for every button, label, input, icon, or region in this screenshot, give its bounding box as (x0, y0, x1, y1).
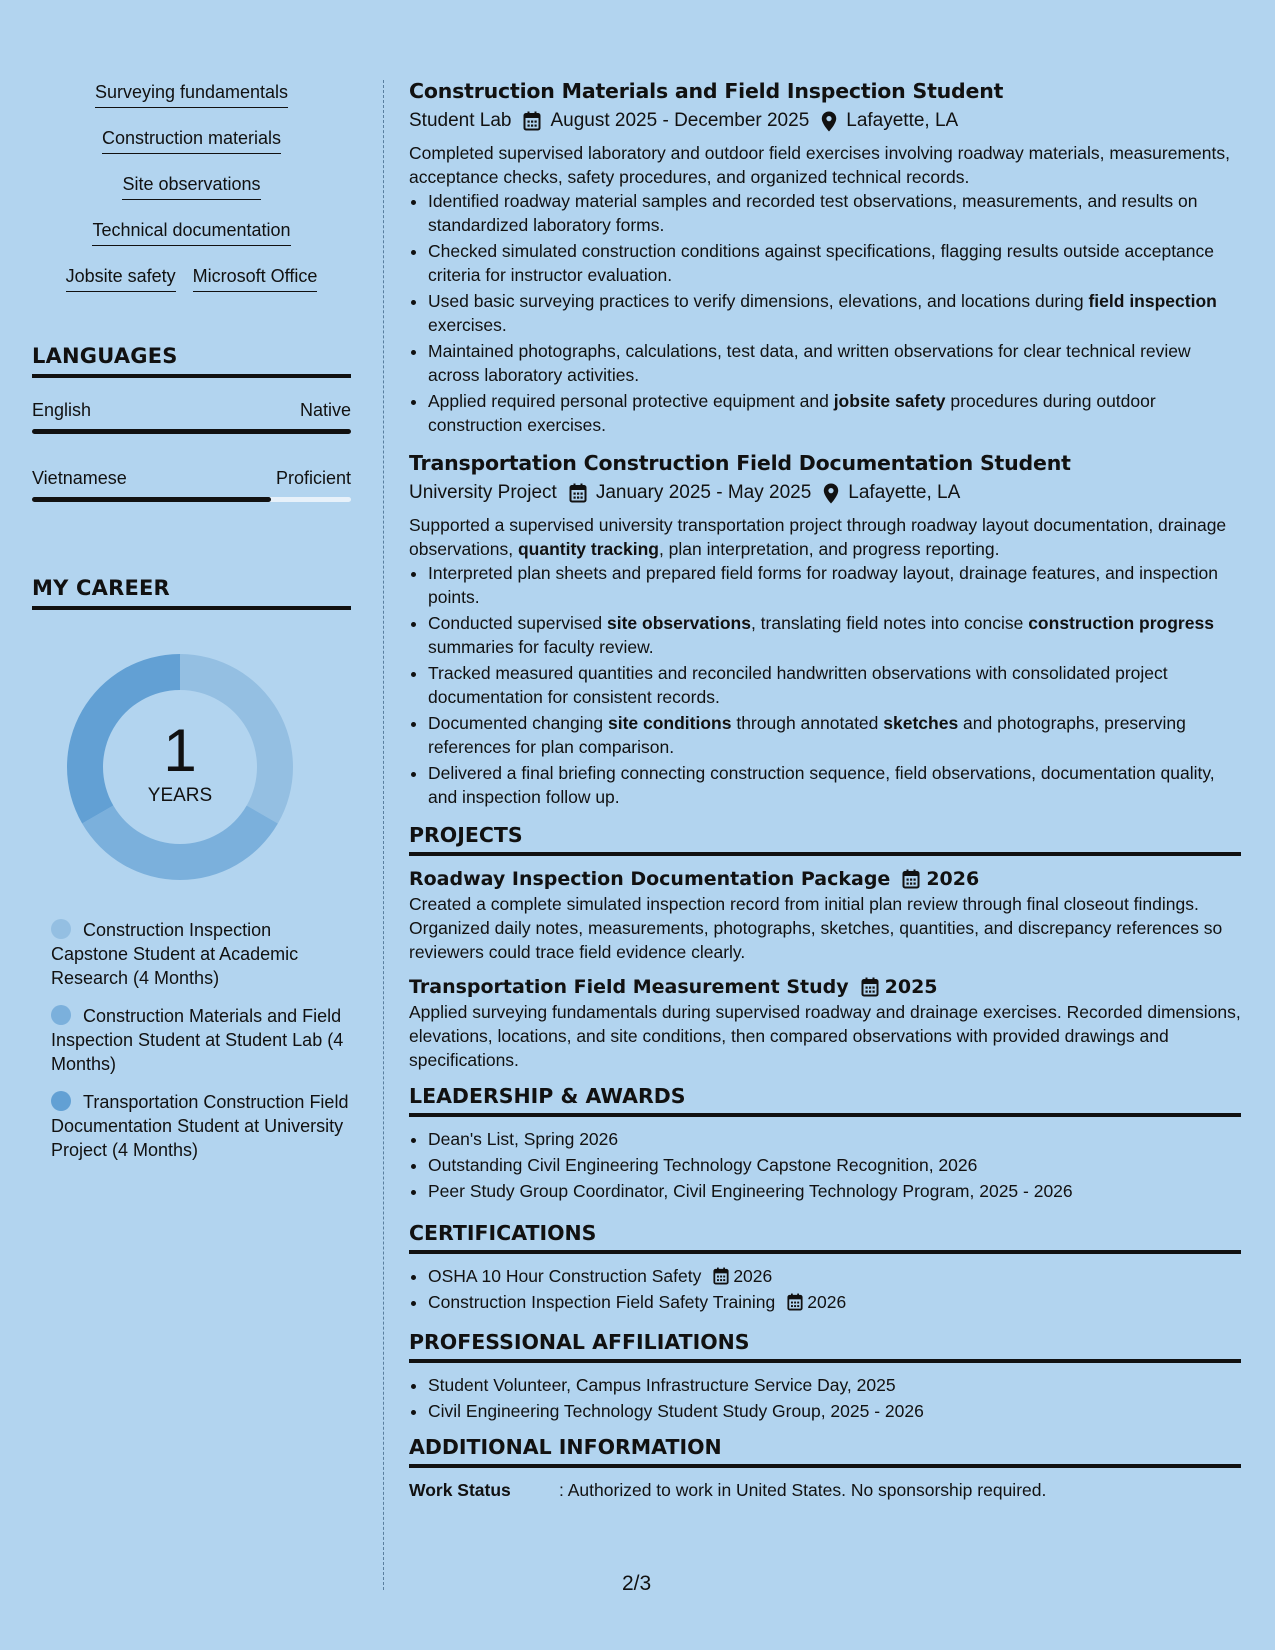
skill-tag: Jobsite safety (66, 264, 176, 292)
career-donut-center (65, 652, 295, 882)
project-title-row (409, 866, 1241, 892)
language-name: Vietnamese (32, 468, 127, 488)
additional-info-heading: ADDITIONAL INFORMATION (409, 1433, 1241, 1468)
language-bar (32, 429, 351, 434)
certification-name: • Construction Inspection Field Safety Training (428, 1292, 776, 1312)
job-description (409, 513, 1241, 561)
certification-name: • OSHA 10 Hour Construction Safety (428, 1266, 702, 1286)
job-description: Completed supervised laboratory and outdoor field exercises involving roadway materials, measurements, acceptance checks, safety procedures, and organized technical records. (409, 143, 1230, 187)
job-dates: January 2025 - May 2025 (595, 482, 812, 503)
leadership-item: • Outstanding Civil Engineering Technology Capstone Recognition, 2026 (428, 1153, 1241, 1177)
location-pin-icon (821, 111, 837, 132)
job-bullet: • Delivered a final briefing connecting construction sequence, field observations, documentation quality, and inspection follow up. (428, 761, 1241, 809)
bold-keyword: field inspection (1088, 291, 1217, 311)
career-legend-item (51, 1004, 351, 1076)
job-bullets (409, 561, 1241, 809)
skill-tag: Construction materials (102, 126, 281, 154)
leadership-item: • Peer Study Group Coordinator, Civil Engineering Technology Program, 2025 - 2026 (428, 1179, 1241, 1203)
project-year: 2025 (884, 976, 938, 998)
bold-keyword: site observations (607, 613, 751, 633)
job-bullet: • Tracked measured quantities and reconciled handwritten observations with consolidated project documentation for consistent records. (428, 661, 1241, 709)
career-legend-item (51, 1090, 351, 1162)
affiliation-item: • Civil Engineering Technology Student Study Group, 2025 - 2026 (428, 1399, 1241, 1423)
career-legend (32, 918, 351, 1162)
certification-year: 2026 (807, 1292, 847, 1312)
leadership-item: • Dean's List, Spring 2026 (428, 1127, 1241, 1151)
text-span: Applied required personal protective equipment and (428, 391, 834, 411)
job-bullet (428, 611, 1241, 659)
work-status-label: Work Status (409, 1480, 511, 1500)
job-meta (409, 107, 1241, 135)
project-title: Transportation Field Measurement Study (409, 976, 849, 998)
job-organization: University Project (409, 482, 557, 503)
career-legend-text: Construction Materials and Field Inspection Student at Student Lab (4 Months) (51, 1006, 344, 1074)
experience-entry (409, 77, 1241, 437)
experience-list (409, 77, 1241, 809)
certification-item (428, 1290, 1241, 1314)
career-legend-dot (51, 1005, 71, 1025)
calendar-icon (523, 111, 541, 131)
job-organization: Student Lab (409, 110, 512, 131)
job-bullet: • Maintained photographs, calculations, test data, and written observations for clear technical review across laboratory activities. (428, 339, 1241, 387)
job-bullet (428, 289, 1241, 337)
job-meta (409, 479, 1241, 507)
language-level: Proficient (275, 468, 351, 488)
job-bullet: • Interpreted plan sheets and prepared field forms for roadway layout, drainage features, and inspection points. (428, 561, 1241, 609)
leadership-heading: LEADERSHIP & AWARDS (409, 1082, 1241, 1117)
calendar-icon (713, 1267, 729, 1285)
experience-entry (409, 449, 1241, 809)
job-bullet: • Identified roadway material samples and recorded test observations, measurements, and results on standardized laboratory forms. (428, 189, 1241, 237)
text-span: and photographs, preserving references for plan comparison. (428, 713, 1186, 757)
certifications-heading: CERTIFICATIONS (409, 1219, 1241, 1254)
page-number: 2/3 (622, 1572, 652, 1595)
projects-list (409, 866, 1241, 1072)
work-status-value: : Authorized to work in United States. No sponsorship required. (559, 1480, 1047, 1500)
text-span: Used basic surveying practices to verify dimensions, elevations, and locations during (428, 291, 1089, 311)
language-item (32, 468, 351, 502)
affiliations-list (409, 1373, 1241, 1423)
career-total-years: 1 (163, 717, 197, 784)
affiliation-item: • Student Volunteer, Campus Infrastructure Service Day, 2025 (428, 1373, 1241, 1397)
bold-keyword: quantity tracking (517, 539, 659, 559)
job-bullet (428, 711, 1241, 759)
bold-keyword: construction progress (1028, 613, 1214, 633)
project-entry (409, 974, 1241, 1072)
text-span: exercises. (428, 315, 507, 335)
location-pin-icon (823, 483, 839, 504)
job-dates: August 2025 - December 2025 (550, 110, 810, 131)
project-entry (409, 866, 1241, 964)
bold-keyword: site conditions (607, 713, 732, 733)
calendar-icon (861, 977, 879, 997)
right-column (409, 77, 1241, 1502)
job-location: Lafayette, LA (846, 110, 959, 131)
job-bullets (409, 189, 1241, 437)
certifications-list (409, 1264, 1241, 1314)
career-heading: MY CAREER (32, 576, 351, 610)
text-span: Conducted supervised (428, 613, 607, 633)
project-title: Roadway Inspection Documentation Package (409, 868, 891, 890)
skill-tag: Microsoft Office (193, 264, 318, 292)
skill-tag: Technical documentation (92, 218, 290, 246)
project-description: Applied surveying fundamentals during supervised roadway and drainage exercises. Recorded dimensions, elevations, locations, and site conditions, then compared observations with provided drawings and specifications. (409, 1002, 1241, 1070)
certification-line (428, 1264, 772, 1288)
job-bullet (428, 389, 1241, 437)
career-legend-dot (51, 1091, 71, 1111)
left-column (32, 80, 351, 1176)
projects-heading: PROJECTS (409, 821, 1241, 856)
career-legend-dot (51, 919, 71, 939)
language-item (32, 400, 351, 434)
skill-tag: Site observations (122, 172, 260, 200)
job-location: Lafayette, LA (848, 482, 961, 503)
skills-list (32, 80, 351, 310)
calendar-icon (787, 1293, 803, 1311)
bold-keyword: jobsite safety (833, 391, 946, 411)
languages-heading: LANGUAGES (32, 344, 351, 378)
work-status-row (409, 1478, 1241, 1502)
certification-item (428, 1264, 1241, 1288)
language-level: Native (299, 400, 351, 420)
career-legend-text: Transportation Construction Field Documentation Student at University Project (4 Months) (51, 1092, 349, 1160)
career-donut-chart (65, 652, 295, 882)
text-span: summaries for faculty review. (428, 637, 654, 657)
text-span: Supported a supervised university transportation project through roadway layout documentation, drainage observations, (409, 515, 1227, 559)
calendar-icon (902, 869, 920, 889)
column-divider (383, 80, 384, 1590)
text-span: procedures during outdoor construction exercises. (428, 391, 1156, 435)
text-span: Documented changing (428, 713, 608, 733)
project-title-row (409, 974, 1241, 1000)
job-bullet: • Checked simulated construction conditions against specifications, flagging results outside acceptance criteria for instructor evaluation. (428, 239, 1241, 287)
language-bar-fill (32, 497, 271, 502)
language-bar-fill (32, 429, 351, 434)
leadership-list (409, 1127, 1241, 1203)
text-span: through annotated (731, 713, 884, 733)
certification-year: 2026 (733, 1266, 773, 1286)
calendar-icon (569, 483, 587, 503)
career-legend-item (51, 918, 351, 990)
career-total-unit: YEARS (147, 785, 213, 806)
project-year: 2026 (926, 868, 980, 890)
affiliations-heading: PROFESSIONAL AFFILIATIONS (409, 1328, 1241, 1363)
job-title: Transportation Construction Field Documentation Student (409, 451, 1071, 475)
certification-line (428, 1290, 846, 1314)
career-legend-text: Construction Inspection Capstone Student at Academic Research (4 Months) (51, 920, 299, 988)
text-span: , translating field notes into concise (750, 613, 1029, 633)
project-description: Created a complete simulated inspection record from initial plan review through final closeout findings. Organized daily notes, measurements, photographs, sketches, quantities, and discrepancy references so reviewers could trace field evidence clearly. (409, 894, 1223, 962)
language-name: English (32, 400, 92, 420)
text-span: , plan interpretation, and progress reporting. (658, 539, 1000, 559)
job-title: Construction Materials and Field Inspection Student (409, 79, 1004, 103)
bold-keyword: sketches (883, 713, 959, 733)
language-bar (32, 497, 351, 502)
skill-tag: Surveying fundamentals (95, 80, 288, 108)
